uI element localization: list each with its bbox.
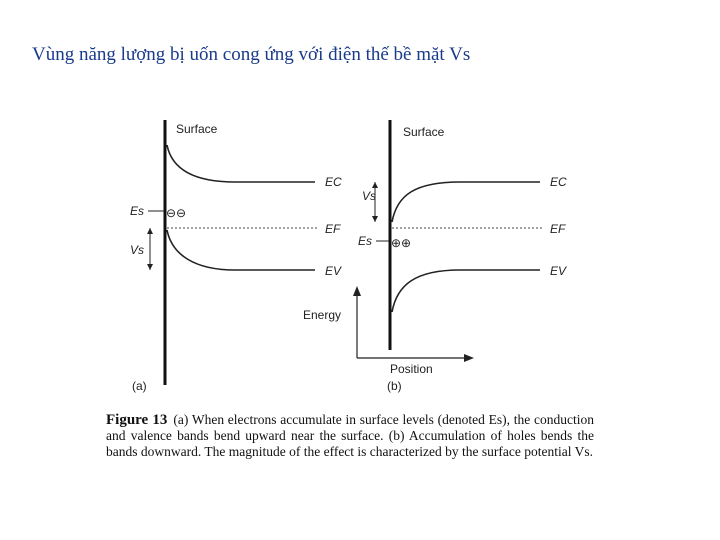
ef-label-b: EF (550, 222, 566, 236)
ec-label-b: EC (550, 175, 567, 189)
vs-label-b: Vs (362, 189, 377, 203)
vs-label-a: Vs (130, 243, 145, 257)
figure-number: Figure 13 (106, 412, 168, 428)
ec-label-a: EC (325, 175, 342, 189)
ec-curve-a (167, 145, 315, 182)
energy-axis-label: Energy (303, 308, 342, 322)
surface-charges-a: ⊖⊖ (166, 206, 187, 220)
ev-label-a: EV (325, 264, 342, 278)
ev-label-b: EV (550, 264, 567, 278)
es-label-a: Es (130, 204, 145, 218)
band-diagram (100, 100, 600, 400)
ec-curve-b (392, 182, 540, 222)
ef-label-a: EF (325, 222, 341, 236)
figure-caption (106, 412, 594, 460)
ev-curve-b (392, 270, 540, 312)
panel-label-b: (b) (387, 379, 402, 393)
es-label-b: Es (358, 234, 373, 248)
panel-label-a: (a) (132, 379, 147, 393)
surface-label-a: Surface (176, 122, 218, 136)
position-axis-label: Position (390, 362, 433, 376)
surface-label-b: Surface (403, 125, 445, 139)
ev-curve-a (167, 230, 315, 270)
caption-text: (a) When electrons accumulate in surface levels (denoted Es), the conduction and valence bands bend upward near the surface. (b) Accumulation of holes bends the bands downward. The magnitude of the effect is characterized by the surface potential Vs. (106, 412, 595, 459)
surface-charges-b: ⊕⊕ (391, 236, 412, 250)
slide-title: Vùng năng lượng bị uốn cong ứng với điện thế bề mặt Vs (32, 44, 471, 65)
